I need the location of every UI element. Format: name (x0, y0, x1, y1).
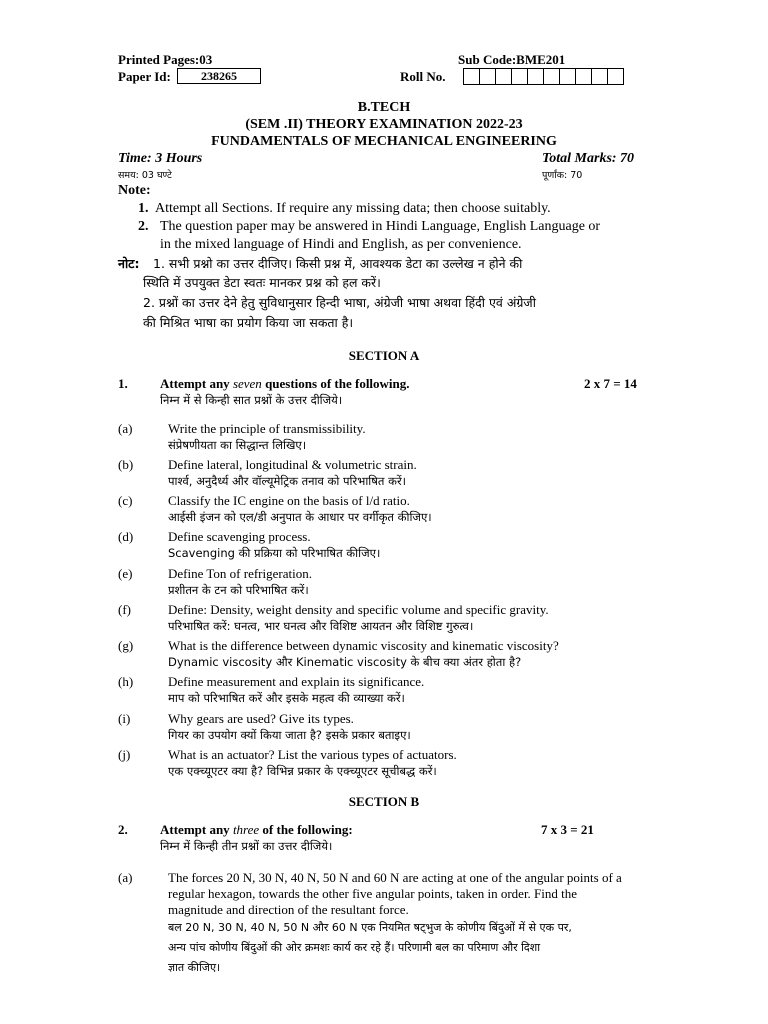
section-b-question-number: 2. (118, 822, 128, 837)
note-hindi-2b: की मिश्रित भाषा का प्रयोग किया जा सकता है। (143, 315, 354, 330)
roll-cell (479, 68, 496, 85)
roll-cell (511, 68, 528, 85)
instruction-emphasis: three (232, 822, 260, 837)
part-text: What is an actuator? List the various types of actuators. (168, 747, 457, 762)
note-hindi-1a: 1. सभी प्रश्नो का उत्तर दीजिए। किसी प्रश्न में, आवश्यक डेटा का उल्लेख न होने की (153, 256, 523, 271)
section-a-marks: 2 x 7 = 14 (584, 376, 637, 391)
part-text-line: The forces 20 N, 30 N, 40 N, 50 N and 60 N are acting at one of the angular points of a (168, 870, 622, 885)
part-text-line: regular hexagon, towards the other five angular points, taken in order. Find the (168, 886, 578, 901)
roll-number-cells (464, 68, 624, 85)
part-text-hindi-line: ज्ञात कीजिए। (168, 961, 221, 974)
part-text-hindi: गियर का उपयोग क्यों किया जाता है? इसके प्रकार बताइए। (168, 728, 411, 742)
part-text-hindi: प्रशीतन के टन को परिभाषित करें। (168, 583, 309, 597)
note-item-1-num: 1. (138, 201, 149, 216)
instruction-pre: Attempt any (160, 376, 233, 391)
part-label: (d) (118, 529, 134, 544)
part-label: (e) (118, 566, 133, 581)
degree-title: B.TECH (357, 100, 411, 115)
part-text: Define: Density, weight density and specific volume and specific gravity. (168, 602, 549, 617)
part-text-hindi: माप को परिभाषित करें और इसके महत्व की व्याख्या करें। (168, 691, 405, 705)
note-item-2: The question paper may be answered in Hindi Language, English Language or (160, 219, 601, 234)
section-a-instruction (160, 376, 410, 392)
part-text-hindi: एक एक्च्यूएटर क्या है? विभिन्न प्रकार के एक्च्यूएटर सूचीबद्ध करें। (168, 764, 437, 778)
part-label: (a) (118, 421, 133, 436)
roll-cell (559, 68, 576, 85)
part-label: (g) (118, 638, 134, 653)
subject-title: FUNDAMENTALS OF MECHANICAL ENGINEERING (211, 134, 557, 149)
instruction-emphasis: seven (232, 376, 262, 391)
note-hindi-2a: 2. प्रश्नों का उत्तर देने हेतु सुविधानुसार हिन्दी भाषा, अंग्रेजी भाषा अथवा हिंदी एवं अंग्रेजी (143, 295, 536, 310)
part-text: Why gears are used? Give its types. (168, 711, 354, 726)
note-item-2-num: 2. (138, 219, 149, 234)
part-text: Classify the IC engine on the basis of l/d ratio. (168, 493, 410, 508)
section-b-heading: SECTION B (348, 794, 420, 809)
roll-cell (607, 68, 624, 85)
part-text-line: magnitude and direction of the resultant force. (168, 902, 409, 917)
part-text: Write the principle of transmissibility. (168, 421, 366, 436)
roll-no-label: Roll No. (400, 69, 446, 84)
part-text-hindi: Dynamic viscosity और Kinematic viscosity के बीच क्या अंतर होता है? (168, 655, 522, 669)
part-label: (i) (118, 711, 131, 726)
part-text: Define lateral, longitudinal & volumetric strain. (168, 457, 417, 472)
roll-cell (591, 68, 608, 85)
part-text-hindi-line: अन्य पांच कोणीय बिंदुओं की ओर क्रमशः कार्य कर रहे हैं। परिणामी बल का परिमाण और दिशा (168, 941, 541, 954)
part-label: (j) (118, 747, 131, 762)
note-hindi-label: नोट: (118, 256, 140, 271)
sub-code: Sub Code:BME201 (458, 52, 566, 67)
section-a-question-number: 1. (118, 376, 128, 391)
roll-cell (543, 68, 560, 85)
total-marks: Total Marks: 70 (542, 151, 635, 166)
roll-cell (575, 68, 592, 85)
note-item-1: Attempt all Sections. If require any missing data; then choose suitably. (155, 201, 551, 216)
roll-cell (463, 68, 480, 85)
note-item-2-cont: in the mixed language of Hindi and English, as per convenience. (160, 237, 522, 252)
part-text-hindi: संप्रेषणीयता का सिद्धान्त लिखिए। (168, 438, 307, 452)
paper-id-label: Paper Id: (118, 69, 171, 84)
instruction-pre: Attempt any (160, 822, 233, 837)
part-text-hindi: आईसी इंजन को एल/डी अनुपात के आधार पर वर्गीकृत कीजिए। (168, 510, 432, 524)
exam-title: (SEM .II) THEORY EXAMINATION 2022-23 (245, 117, 523, 132)
section-a-instruction-hindi: निम्न में से किन्ही सात प्रश्नों के उत्तर दीजिये। (160, 393, 343, 407)
part-label: (f) (118, 602, 131, 617)
roll-cell (495, 68, 512, 85)
part-text: Define scavenging process. (168, 529, 311, 544)
part-text: What is the difference between dynamic viscosity and kinematic viscosity? (168, 638, 559, 653)
part-text: Define Ton of refrigeration. (168, 566, 312, 581)
part-text-hindi: Scavenging की प्रक्रिया को परिभाषित कीजिए। (168, 546, 381, 560)
part-label: (b) (118, 457, 134, 472)
section-b-instruction-hindi: निम्न में किन्ही तीन प्रश्नों का उत्तर दीजिये। (160, 839, 333, 853)
note-heading: Note: (118, 183, 151, 198)
part-text: Define measurement and explain its significance. (168, 674, 425, 689)
section-b-marks: 7 x 3 = 21 (541, 822, 594, 837)
time-label-hindi: समय: 03 घण्टे (118, 170, 172, 181)
part-label: (h) (118, 674, 134, 689)
time-label: Time: 3 Hours (118, 151, 203, 166)
printed-pages: Printed Pages:03 (118, 52, 213, 67)
note-hindi-1b: स्थिति में उपयुक्त डेटा स्वतः मानकर प्रश्न को हल करें। (143, 275, 381, 290)
part-text-hindi-line: बल 20 N, 30 N, 40 N, 50 N और 60 N एक नियमित षट्भुज के कोणीय बिंदुओं में से एक पर, (168, 921, 572, 934)
section-b-instruction (160, 822, 353, 838)
instruction-post: of the following: (259, 822, 353, 837)
part-label: (c) (118, 493, 133, 508)
paper-id-box: 238265 (177, 68, 261, 84)
section-a-heading: SECTION A (348, 348, 420, 363)
instruction-post: questions of the following. (261, 376, 410, 391)
part-text-hindi: परिभाषित करें: घनत्व, भार घनत्व और विशिष्ट आयतन और विशिष्ट गुरुत्व। (168, 619, 474, 633)
total-marks-hindi: पूर्णांक: 70 (542, 170, 583, 181)
part-text-hindi: पार्श्व, अनुदैर्ध्य और वॉल्यूमेट्रिक तनाव को परिभाषित करें। (168, 474, 407, 488)
part-label: (a) (118, 870, 133, 885)
roll-cell (527, 68, 544, 85)
